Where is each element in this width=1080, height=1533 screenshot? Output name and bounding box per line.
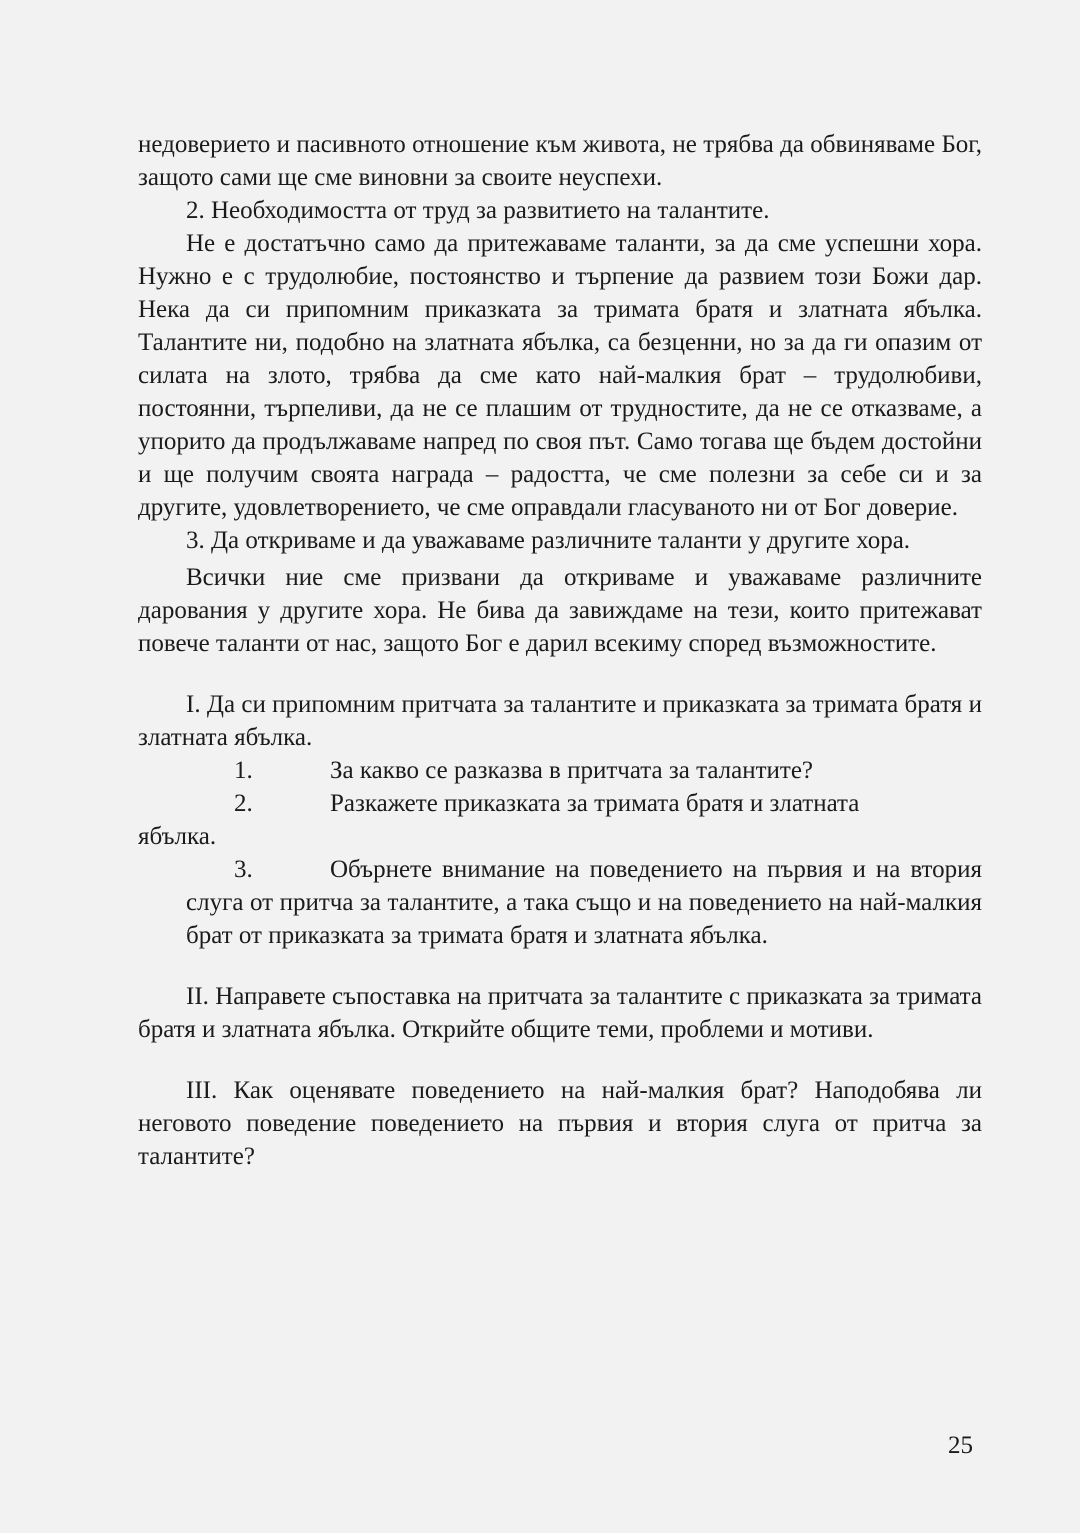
task-1: I. Да си припомним притчата за талантите и приказката за тримата братя и златната ябълка. — [138, 691, 982, 751]
task-3: III. Как оценявате поведението на най-малкия брат? Наподобява ли неговото поведение поведението на първия и втория слуга от притча за талантите? — [138, 1077, 982, 1170]
question-text: За какво се разказва в притчата за талантите? — [330, 757, 814, 784]
point-3-heading: 3. Да откриваме и да уважаваме различните таланти у другите хора. — [186, 527, 911, 554]
paragraph-respect-talents: Всички ние сме призвани да откриваме и уважаваме различните дарования у другите хора. Не бива да завиждаме на тези, които притежават повече таланти от нас, защото Бог е дарил всекиму според възможностите. — [138, 564, 982, 657]
question-1 — [138, 754, 982, 787]
page-body — [138, 128, 982, 1173]
question-text: Обърнете внимание на поведението на първия и на втория слуга от притча за талантите, а така също и на поведението на най-малкия брат от приказката за тримата братя и златната ябълка. — [186, 856, 982, 949]
question-text: Разкажете приказката за тримата братя и златната — [330, 790, 860, 817]
page-number: 25 — [948, 1432, 973, 1459]
question-2 — [138, 787, 982, 820]
question-number: 3. — [234, 856, 253, 883]
task-2: II. Направете съпоставка на притчата за талантите с приказката за тримата братя и златната ябълка. Открийте общите теми, проблеми и мотиви. — [138, 983, 982, 1043]
question-3 — [138, 853, 982, 952]
point-2-heading: 2. Необходимостта от труд за развитието на талантите. — [186, 197, 770, 224]
question-number: 1. — [234, 757, 253, 784]
question-number: 2. — [234, 790, 253, 817]
paragraph-talents-work: Не е достатъчно само да притежаваме таланти, за да сме успешни хора. Нужно е с трудолюбие, постоянство и търпение да развием този Божи дар. Нека да си припомним приказката за тримата братя и златната ябълка. Талантите ни, подобно на златната ябълка, са безценни, но за да ги опазим от силата на злото, трябва да сме като най-малкия брат – трудолюбиви, постоянни, търпеливи, да не се плашим от трудностите, да не се отказваме, а упорито да продължаваме напред по своя път. Само тогава ще бъдем достойни и ще получим своята награда – радостта, че сме полезни за себе си и за другите, удовлетворението, че сме оправдали гласуваното ни от Бог доверие. — [138, 230, 982, 521]
paragraph-continuation: недоверието и пасивното отношение към живота, не трябва да обвиняваме Бог, защото сами ще сме виновни за своите неуспехи. — [138, 131, 982, 191]
question-2-continuation: ябълка. — [138, 823, 217, 850]
